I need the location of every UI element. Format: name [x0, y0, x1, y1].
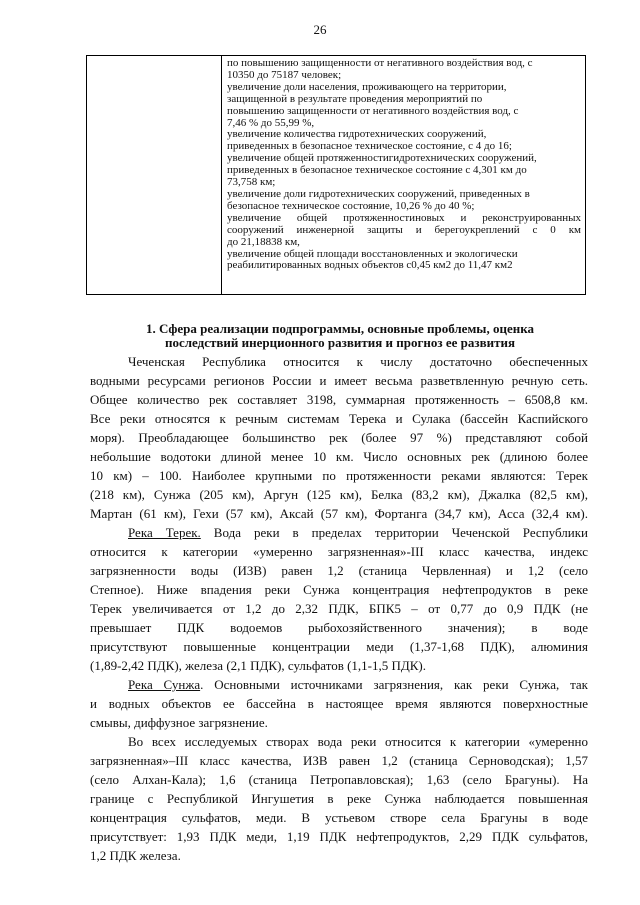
- paragraph-line: водными ресурсами регионов России и имеет весьма разветвленную речную сеть.: [90, 373, 588, 388]
- paragraph-line: Все реки относятся к речным системам Терека и Сулака (бассейн Каспийского: [90, 411, 588, 426]
- table-line: 73,758 км;: [227, 176, 276, 189]
- paragraph-line: Во всех исследуемых створах вода реки относится к категории «умеренно: [128, 734, 588, 749]
- table-cell-results: [227, 58, 581, 272]
- paragraph-line: загрязненности воды (ИЗВ) равен 1,2 (станица Червленная) и 1,2 (село: [90, 563, 588, 578]
- section-heading-line: 1. Сфера реализации подпрограммы, основные проблемы, оценка: [145, 321, 534, 336]
- table-line: увеличение общей протяженностиновых и реконструированных: [227, 211, 581, 224]
- paragraph-line: относится к категории «умеренно загрязненная»-III класс качества, индекс: [90, 544, 588, 559]
- page-number: 26: [313, 22, 327, 37]
- table-line: до 21,18838 км,: [227, 235, 300, 248]
- table-line: повышению защищенности от негативного воздействия вод, с: [227, 104, 519, 117]
- paragraph-line: концентрация сульфатов, меди. В устьевом створе села Брагуны в воде: [90, 810, 588, 825]
- paragraph-line: загрязненная»–III класс качества, ИЗВ равен 1,2 (станица Серноводская); 1,57: [90, 753, 588, 768]
- paragraph-line: Общее количество рек составляет 3198, суммарная протяженность – 6508,8 км.: [90, 392, 588, 407]
- paragraph-line: Степное). Ниже впадения реки Сунжа концентрация нефтепродуктов в реке: [90, 582, 588, 597]
- paragraph-line: (218 км), Сунжа (205 км), Аргун (125 км), Белка (83,2 км), Джалка (82,5 км),: [90, 487, 588, 502]
- paragraph-line: (село Алхан-Кала); 1,6 (станица Петропавловская); 1,63 (село Брагуны). На: [90, 772, 588, 787]
- paragraph-line: и водных объектов ее бассейна в настоящее время являются поверхностные: [90, 696, 588, 711]
- table-line: по повышению защищенности от негативного воздействия вод, с: [227, 57, 533, 69]
- paragraph-text: . Основными источниками загрязнения, как реки Сунжа, так: [200, 677, 588, 692]
- paragraph-line: (1,89-2,42 ПДК), железа (2,1 ПДК), сульфатов (1,1-1,5 ПДК).: [90, 658, 427, 673]
- section-heading: [105, 322, 575, 350]
- table-column-divider: [221, 56, 222, 294]
- table-line: увеличение общей площади восстановленных и экологически: [227, 247, 518, 260]
- table-line: безопасное техническое состояние, 10,26 % до 40 %;: [227, 199, 475, 212]
- paragraph-text: Вода реки в пределах территории Чеченской Республики: [200, 525, 588, 540]
- paragraph-line: Терек увеличивается от 1,2 до 2,32 ПДК, БПК5 – от 0,77 до 0,9 ПДК (не: [90, 601, 588, 616]
- table-line: 7,46 % до 55,99 %,: [227, 116, 315, 129]
- paragraph-line: превышает ПДК водоемов рыбохозяйственного значения); в воде: [90, 620, 588, 635]
- section-heading-line: последствий инерционного развития и прогноз ее развития: [164, 335, 516, 350]
- river-terek-label: Река Терек.: [128, 525, 201, 540]
- indicators-table: [86, 55, 586, 295]
- table-line: сооружений инженерной защиты и берегоукреплений с 0 км: [227, 223, 581, 236]
- paragraph-line: [90, 523, 588, 542]
- paragraph-line: Чеченская Республика относится к числу достаточно обеспеченных: [128, 354, 588, 369]
- table-line: увеличение общей протяженностигидротехнических сооружений,: [227, 152, 537, 165]
- paragraph-line: присутствуют повышенные концентрации меди (1,37-1,68 ПДК), алюминия: [90, 639, 588, 654]
- table-line: реабилитированных водных объектов с0,45 км2 до 11,47 км2: [227, 259, 513, 272]
- table-line: приведенных в безопасное техническое состояние с 4,301 км до: [227, 164, 527, 177]
- paragraph-line: Мартан (61 км), Гехи (57 км), Аксай (57 км), Фортанга (34,7 км), Асса (32,4 км).: [90, 506, 588, 521]
- paragraph-line: присутствует: 1,93 ПДК меди, 1,19 ПДК нефтепродуктов, 2,29 ПДК сульфатов,: [90, 829, 588, 844]
- paragraph-sunzha-quality: [90, 732, 588, 865]
- paragraph-line: небольшие водотоки длиной менее 10 км. Число основных рек (длиною более: [90, 449, 588, 464]
- paragraph-line: [90, 675, 588, 694]
- table-line: увеличение доли населения, проживающего на территории,: [227, 80, 507, 93]
- table-line: защищенной в результате проведения мероприятий по: [227, 92, 483, 105]
- paragraph-line: моря). Преобладающее большинство рек (более 97 %) представляют собой: [90, 430, 588, 445]
- river-sunzha-label: Река Сунжа: [128, 677, 201, 692]
- table-line: увеличение количества гидротехнических сооружений,: [227, 128, 487, 141]
- paragraph-line: смывы, диффузное загрязнение.: [90, 715, 268, 730]
- paragraph-river-network: [90, 352, 588, 523]
- paragraph-sunzha: [90, 675, 588, 732]
- table-line: приведенных в безопасное техническое состояние, с 4 до 16;: [227, 140, 512, 153]
- paragraph-line: границе с Республикой Ингушетия в реке Сунжа наблюдается повышенная: [90, 791, 588, 806]
- table-line: 10350 до 75187 человек;: [227, 68, 342, 81]
- paragraph-terek: [90, 523, 588, 675]
- paragraph-line: 1,2 ПДК железа.: [90, 848, 181, 863]
- paragraph-line: 10 км) – 100. Наиболее крупными по протяженности реками являются: Терек: [90, 468, 588, 483]
- table-line: увеличение доли гидротехнических сооружений, приведенных в: [227, 187, 530, 200]
